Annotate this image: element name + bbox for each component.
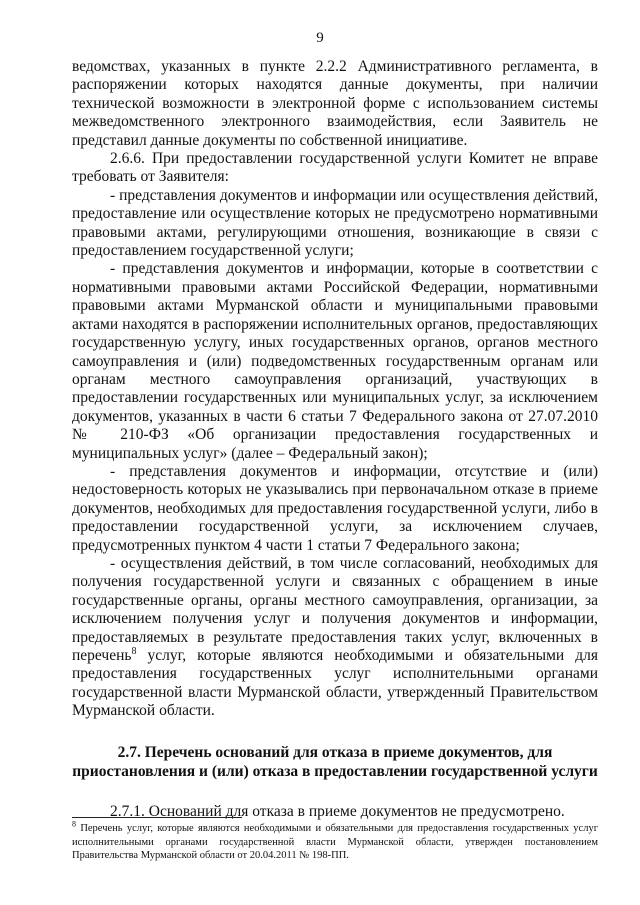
list-item-documents-not-indicated: - представления документов и информации, отсутствие и (или) недостоверность которых не указывались при первоначальном отказе в приеме документов, необходимых для предоставления государственной услуги, либо в предоставлении государственной услуги, за исключением случаев, предусмотренных пунктом 4 части 1 статьи 7 Федерального закона; [72, 462, 598, 554]
list-item-documents-in-possession: - представления документов и информации, которые в соответствии с нормативными правовыми актами Российской Федерации, нормативными правовыми актами Мурманской области и муниципальными правовыми актами находятся в распоряжении исполнительных органов, предоставляющих государственную услугу, иных государственных органов, органов местного самоуправления и (или) подведомственных государственным органам или органам местного самоуправления организаций, участвующих в предоставлении государственных или муниципальных услуг, за исключением документов, указанных в части 6 статьи 7 Федерального закона от 27.07.2010 № 210-ФЗ «Об организации предоставления государственных и муниципальных услуг» (далее – Федеральный закон); [72, 260, 598, 462]
section-heading: 2.7. Перечень оснований для отказа в приеме документов, для приостановления и (или) отказа в предоставлении государственной услуги [72, 743, 598, 780]
document-body [72, 58, 598, 821]
footnote-number: 8 [72, 819, 76, 829]
paragraph-continuation: ведомствах, указанных в пункте 2.2.2 Административного регламента, в распоряжении которых находятся данные документы, при наличии технической возможности в электронной форме с использованием системы межведомственного электронного взаимодействия, если Заявитель не представил данные документы по собственной инициативе. [72, 58, 598, 149]
footnote [72, 819, 598, 863]
paragraph-2-6-6: 2.6.6. При предоставлении государственной услуги Комитет не вправе требовать от Заявителя: [72, 150, 598, 186]
spacer [72, 781, 598, 803]
footnote-reference: 8 [131, 645, 137, 657]
list-item-actions-approvals [72, 555, 598, 721]
footnote-separator [72, 817, 242, 818]
page-number: 9 [316, 30, 324, 46]
paragraph-2-7-1: 2.7.1. Оснований для отказа в приеме документов не предусмотрено. [110, 802, 565, 820]
list-item-actions-not-required: - представления документов и информации или осуществления действий, предоставление или осуществление которых не предусмотрено нормативными правовыми актами, регулирующими отношения, возникающие в связи с предоставлением государственной услуги; [72, 186, 598, 260]
list-item-text-part: - осуществления действий, в том числе согласований, необходимых для получения государственной услуги и связанных с обращением в иные государственные органы, органы местного самоуправления, организации, за исключением получения услуг и получения документов и информации, предоставляемых в результате предоставления таких услуг, включенных в перечень [72, 554, 598, 664]
spacer [72, 721, 598, 743]
list-item-text-part: услуг, которые являются необходимыми и обязательными для предоставления государственных услуг исполнительными органами государственной власти Мурманской области, утвержденный Правительством Мурманской области. [72, 647, 598, 720]
footnote-text: Перечень услуг, которые являются необходимыми и обязательными для предоставления государственных услуг исполнительными органами государственной власти Мурманской области, утвержден постановлением Правительства Мурманской области от 20.04.2011 № 198-ПП. [72, 823, 598, 862]
